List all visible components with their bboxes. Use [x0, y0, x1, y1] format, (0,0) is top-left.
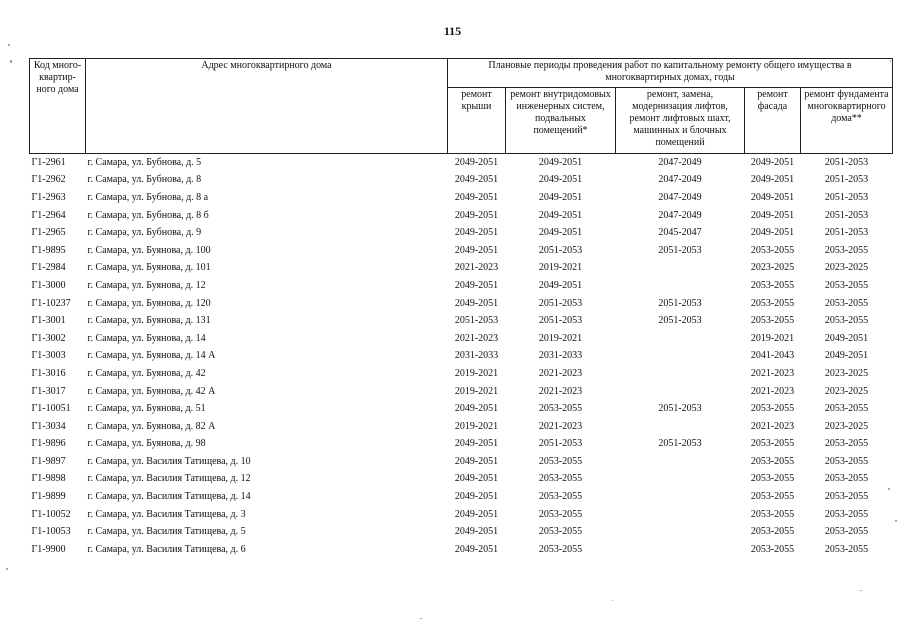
cell-roof: 2049-2051	[454, 508, 499, 520]
cell-elevators	[616, 488, 745, 506]
cell-facade: 2053-2055	[750, 297, 795, 309]
cell-code: Г1-2964	[31, 209, 66, 221]
cell-address: г. Самара, ул. Василия Татищева, д. 5	[87, 526, 246, 538]
cell-address: г. Самара, ул. Бубнова, д. 8 б	[87, 209, 209, 221]
cell-foundation: 2023-2025	[824, 385, 869, 397]
cell-foundation: 2049-2051	[824, 332, 869, 344]
cell-address: г. Самара, ул. Буянова, д. 98	[87, 438, 206, 450]
cell-code: Г1-3017	[31, 385, 66, 397]
cell-code: Г1-9895	[31, 244, 66, 256]
table-row	[30, 506, 893, 524]
cell-facade: 2053-2055	[750, 403, 795, 415]
cell-elevators	[616, 383, 745, 401]
cell-foundation: 2023-2025	[824, 420, 869, 432]
cell-foundation: 2053-2055	[824, 508, 869, 520]
header-facade: ремонт фасада	[745, 88, 801, 154]
cell-facade: 2019-2021	[750, 332, 795, 344]
header-periods-group: Плановые периоды проведения работ по капитальному ремонту общего имущества в многоквартирных домах, годы	[448, 59, 893, 88]
cell-code: Г1-10053	[31, 526, 71, 538]
table-row	[30, 541, 893, 559]
cell-foundation: 2051-2053	[824, 156, 869, 168]
cell-elevators	[616, 506, 745, 524]
table-row	[30, 330, 893, 348]
cell-address: г. Самара, ул. Буянова, д. 12	[87, 279, 206, 291]
cell-elevators	[616, 523, 745, 541]
cell-elevators: 2045-2047	[658, 227, 702, 239]
cell-engineering: 2019-2021	[538, 262, 583, 274]
cell-code: Г1-2963	[31, 191, 66, 203]
cell-roof: 2021-2023	[454, 262, 499, 274]
cell-code: Г1-9896	[31, 438, 66, 450]
cell-elevators: 2047-2049	[658, 191, 702, 203]
cell-code: Г1-9898	[31, 473, 66, 485]
cell-address: г. Самара, ул. Василия Татищева, д. 3	[87, 508, 246, 520]
cell-foundation: 2053-2055	[824, 315, 869, 327]
cell-foundation: 2053-2055	[824, 297, 869, 309]
cell-facade: 2053-2055	[750, 508, 795, 520]
cell-address: г. Самара, ул. Василия Татищева, д. 12	[87, 473, 251, 485]
cell-code: Г1-2984	[31, 262, 66, 274]
table-row	[30, 400, 893, 418]
cell-code: Г1-3034	[31, 420, 66, 432]
cell-address: г. Самара, ул. Бубнова, д. 8	[87, 174, 202, 186]
cell-code: Г1-10051	[31, 403, 71, 415]
cell-foundation: 2051-2053	[824, 174, 869, 186]
table-row	[30, 312, 893, 330]
scan-speck	[8, 44, 10, 46]
cell-engineering: 2049-2051	[538, 227, 583, 239]
cell-roof: 2049-2051	[454, 455, 499, 467]
cell-facade: 2023-2025	[750, 262, 795, 274]
cell-roof: 2049-2051	[454, 244, 499, 256]
cell-foundation: 2053-2055	[824, 473, 869, 485]
cell-address: г. Самара, ул. Василия Татищева, д. 10	[87, 455, 251, 467]
table-row	[30, 436, 893, 454]
cell-roof: 2049-2051	[454, 403, 499, 415]
cell-engineering: 2021-2023	[538, 367, 583, 379]
table-row	[30, 523, 893, 541]
cell-address: г. Самара, ул. Василия Татищева, д. 6	[87, 543, 246, 555]
cell-address: г. Самара, ул. Буянова, д. 101	[87, 262, 211, 274]
cell-code: Г1-9900	[31, 543, 66, 555]
cell-engineering: 2031-2033	[538, 350, 583, 362]
table-row	[30, 471, 893, 489]
cell-address: г. Самара, ул. Буянова, д. 131	[87, 315, 211, 327]
cell-address: г. Самара, ул. Буянова, д. 14	[87, 332, 206, 344]
cell-foundation: 2053-2055	[824, 455, 869, 467]
cell-elevators	[616, 418, 745, 436]
cell-code: Г1-10237	[31, 297, 71, 309]
cell-engineering: 2049-2051	[538, 191, 583, 203]
header-address: Адрес многоквартирного дома	[86, 59, 448, 154]
cell-facade: 2053-2055	[750, 279, 795, 291]
cell-foundation: 2053-2055	[824, 543, 869, 555]
cell-foundation: 2023-2025	[824, 367, 869, 379]
header-engineering: ремонт внутридомовых инженерных систем, подвальных помещений*	[506, 88, 616, 154]
cell-engineering: 2053-2055	[538, 508, 583, 520]
cell-roof: 2019-2021	[454, 420, 499, 432]
cell-engineering: 2053-2055	[538, 543, 583, 555]
cell-code: Г1-2965	[31, 227, 66, 239]
table-row	[30, 154, 893, 172]
table-row	[30, 172, 893, 190]
cell-address: г. Самара, ул. Василия Татищева, д. 14	[87, 491, 251, 503]
cell-roof: 2049-2051	[454, 174, 499, 186]
cell-code: Г1-3002	[31, 332, 66, 344]
scan-speck	[860, 590, 862, 591]
cell-address: г. Самара, ул. Буянова, д. 51	[87, 403, 206, 415]
page-number: 115	[443, 24, 462, 38]
cell-elevators	[616, 277, 745, 295]
cell-elevators: 2051-2053	[658, 438, 702, 450]
cell-roof: 2049-2051	[454, 191, 499, 203]
cell-roof: 2049-2051	[454, 491, 499, 503]
repair-schedule-table	[29, 58, 893, 559]
table-row	[30, 453, 893, 471]
cell-roof: 2031-2033	[454, 350, 499, 362]
table-row	[30, 418, 893, 436]
cell-elevators	[616, 453, 745, 471]
cell-address: г. Самара, ул. Буянова, д. 14 А	[87, 350, 216, 362]
cell-engineering: 2049-2051	[538, 209, 583, 221]
table-row	[30, 189, 893, 207]
cell-engineering: 2021-2023	[538, 420, 583, 432]
cell-code: Г1-3000	[31, 279, 66, 291]
scan-speck	[6, 568, 8, 570]
cell-engineering: 2049-2051	[538, 279, 583, 291]
cell-facade: 2021-2023	[750, 420, 795, 432]
cell-engineering: 2049-2051	[538, 174, 583, 186]
cell-roof: 2049-2051	[454, 297, 499, 309]
cell-engineering: 2049-2051	[538, 156, 583, 168]
cell-code: Г1-3001	[31, 315, 66, 327]
cell-facade: 2053-2055	[750, 438, 795, 450]
cell-elevators	[616, 330, 745, 348]
cell-elevators: 2051-2053	[658, 315, 702, 327]
table-row	[30, 365, 893, 383]
cell-roof: 2049-2051	[454, 227, 499, 239]
cell-engineering: 2053-2055	[538, 455, 583, 467]
cell-roof: 2049-2051	[454, 156, 499, 168]
cell-foundation: 2053-2055	[824, 491, 869, 503]
cell-roof: 2019-2021	[454, 385, 499, 397]
cell-roof: 2021-2023	[454, 332, 499, 344]
table-row	[30, 242, 893, 260]
header-elevators: ремонт, замена, модернизация лифтов, ремонт лифтовых шахт, машинных и блочных помещений	[616, 88, 745, 154]
cell-roof: 2049-2051	[454, 543, 499, 555]
header-code: Код много-квартир-ного дома	[30, 59, 86, 154]
scan-speck	[895, 520, 897, 522]
table-body	[30, 154, 893, 559]
cell-elevators: 2051-2053	[658, 297, 702, 309]
cell-address: г. Самара, ул. Бубнова, д. 9	[87, 227, 202, 239]
cell-code: Г1-3003	[31, 350, 66, 362]
cell-engineering: 2051-2053	[538, 297, 583, 309]
cell-roof: 2049-2051	[454, 526, 499, 538]
cell-engineering: 2053-2055	[538, 403, 583, 415]
cell-engineering: 2051-2053	[538, 315, 583, 327]
cell-roof: 2051-2053	[454, 315, 499, 327]
cell-address: г. Самара, ул. Буянова, д. 42	[87, 367, 206, 379]
cell-facade: 2053-2055	[750, 473, 795, 485]
cell-facade: 2049-2051	[750, 174, 795, 186]
cell-engineering: 2021-2023	[538, 385, 583, 397]
cell-code: Г1-10052	[31, 508, 71, 520]
cell-facade: 2041-2043	[750, 350, 795, 362]
cell-engineering: 2019-2021	[538, 332, 583, 344]
header-roof: ремонт крыши	[448, 88, 506, 154]
cell-facade: 2053-2055	[750, 244, 795, 256]
scan-speck	[10, 60, 12, 63]
cell-address: г. Самара, ул. Бубнова, д. 5	[87, 156, 202, 168]
cell-foundation: 2053-2055	[824, 244, 869, 256]
table-row	[30, 295, 893, 313]
cell-roof: 2049-2051	[454, 473, 499, 485]
cell-foundation: 2053-2055	[824, 438, 869, 450]
cell-facade: 2053-2055	[750, 491, 795, 503]
scan-speck	[612, 600, 613, 601]
cell-engineering: 2053-2055	[538, 526, 583, 538]
cell-code: Г1-2962	[31, 174, 66, 186]
cell-foundation: 2023-2025	[824, 262, 869, 274]
cell-elevators	[616, 348, 745, 366]
cell-roof: 2049-2051	[454, 279, 499, 291]
table-row	[30, 224, 893, 242]
cell-code: Г1-3016	[31, 367, 66, 379]
cell-foundation: 2053-2055	[824, 403, 869, 415]
table-row	[30, 348, 893, 366]
cell-code: Г1-2961	[31, 156, 66, 168]
cell-foundation: 2053-2055	[824, 526, 869, 538]
cell-address: г. Самара, ул. Буянова, д. 42 А	[87, 385, 216, 397]
scan-speck	[420, 618, 422, 619]
scan-speck	[890, 60, 891, 62]
cell-engineering: 2051-2053	[538, 438, 583, 450]
cell-roof: 2019-2021	[454, 367, 499, 379]
cell-roof: 2049-2051	[454, 438, 499, 450]
table-row	[30, 277, 893, 295]
cell-foundation: 2051-2053	[824, 227, 869, 239]
cell-elevators: 2047-2049	[658, 209, 702, 221]
cell-code: Г1-9899	[31, 491, 66, 503]
cell-engineering: 2053-2055	[538, 491, 583, 503]
cell-facade: 2021-2023	[750, 385, 795, 397]
cell-foundation: 2051-2053	[824, 191, 869, 203]
scan-speck	[888, 488, 890, 490]
cell-elevators	[616, 541, 745, 559]
cell-elevators: 2051-2053	[658, 403, 702, 415]
cell-facade: 2053-2055	[750, 455, 795, 467]
cell-engineering: 2053-2055	[538, 473, 583, 485]
table-row	[30, 207, 893, 225]
cell-facade: 2053-2055	[750, 526, 795, 538]
cell-address: г. Самара, ул. Бубнова, д. 8 а	[87, 191, 209, 203]
cell-address: г. Самара, ул. Буянова, д. 120	[87, 297, 211, 309]
table-row	[30, 260, 893, 278]
cell-code: Г1-9897	[31, 455, 66, 467]
cell-facade: 2053-2055	[750, 315, 795, 327]
cell-foundation: 2049-2051	[824, 350, 869, 362]
cell-foundation: 2051-2053	[824, 209, 869, 221]
cell-elevators: 2051-2053	[658, 244, 702, 256]
cell-facade: 2049-2051	[750, 227, 795, 239]
cell-facade: 2049-2051	[750, 209, 795, 221]
cell-facade: 2021-2023	[750, 367, 795, 379]
cell-elevators	[616, 260, 745, 278]
cell-facade: 2053-2055	[750, 543, 795, 555]
table-row	[30, 383, 893, 401]
cell-address: г. Самара, ул. Буянова, д. 100	[87, 244, 211, 256]
table-row	[30, 488, 893, 506]
cell-facade: 2049-2051	[750, 156, 795, 168]
cell-elevators: 2047-2049	[658, 174, 702, 186]
cell-elevators: 2047-2049	[658, 156, 702, 168]
cell-facade: 2049-2051	[750, 191, 795, 203]
cell-engineering: 2051-2053	[538, 244, 583, 256]
cell-elevators	[616, 365, 745, 383]
cell-elevators	[616, 471, 745, 489]
cell-foundation: 2053-2055	[824, 279, 869, 291]
header-foundation: ремонт фундамента многоквартирного дома**	[801, 88, 893, 154]
table-header	[30, 59, 893, 154]
cell-address: г. Самара, ул. Буянова, д. 82 А	[87, 420, 216, 432]
cell-roof: 2049-2051	[454, 209, 499, 221]
